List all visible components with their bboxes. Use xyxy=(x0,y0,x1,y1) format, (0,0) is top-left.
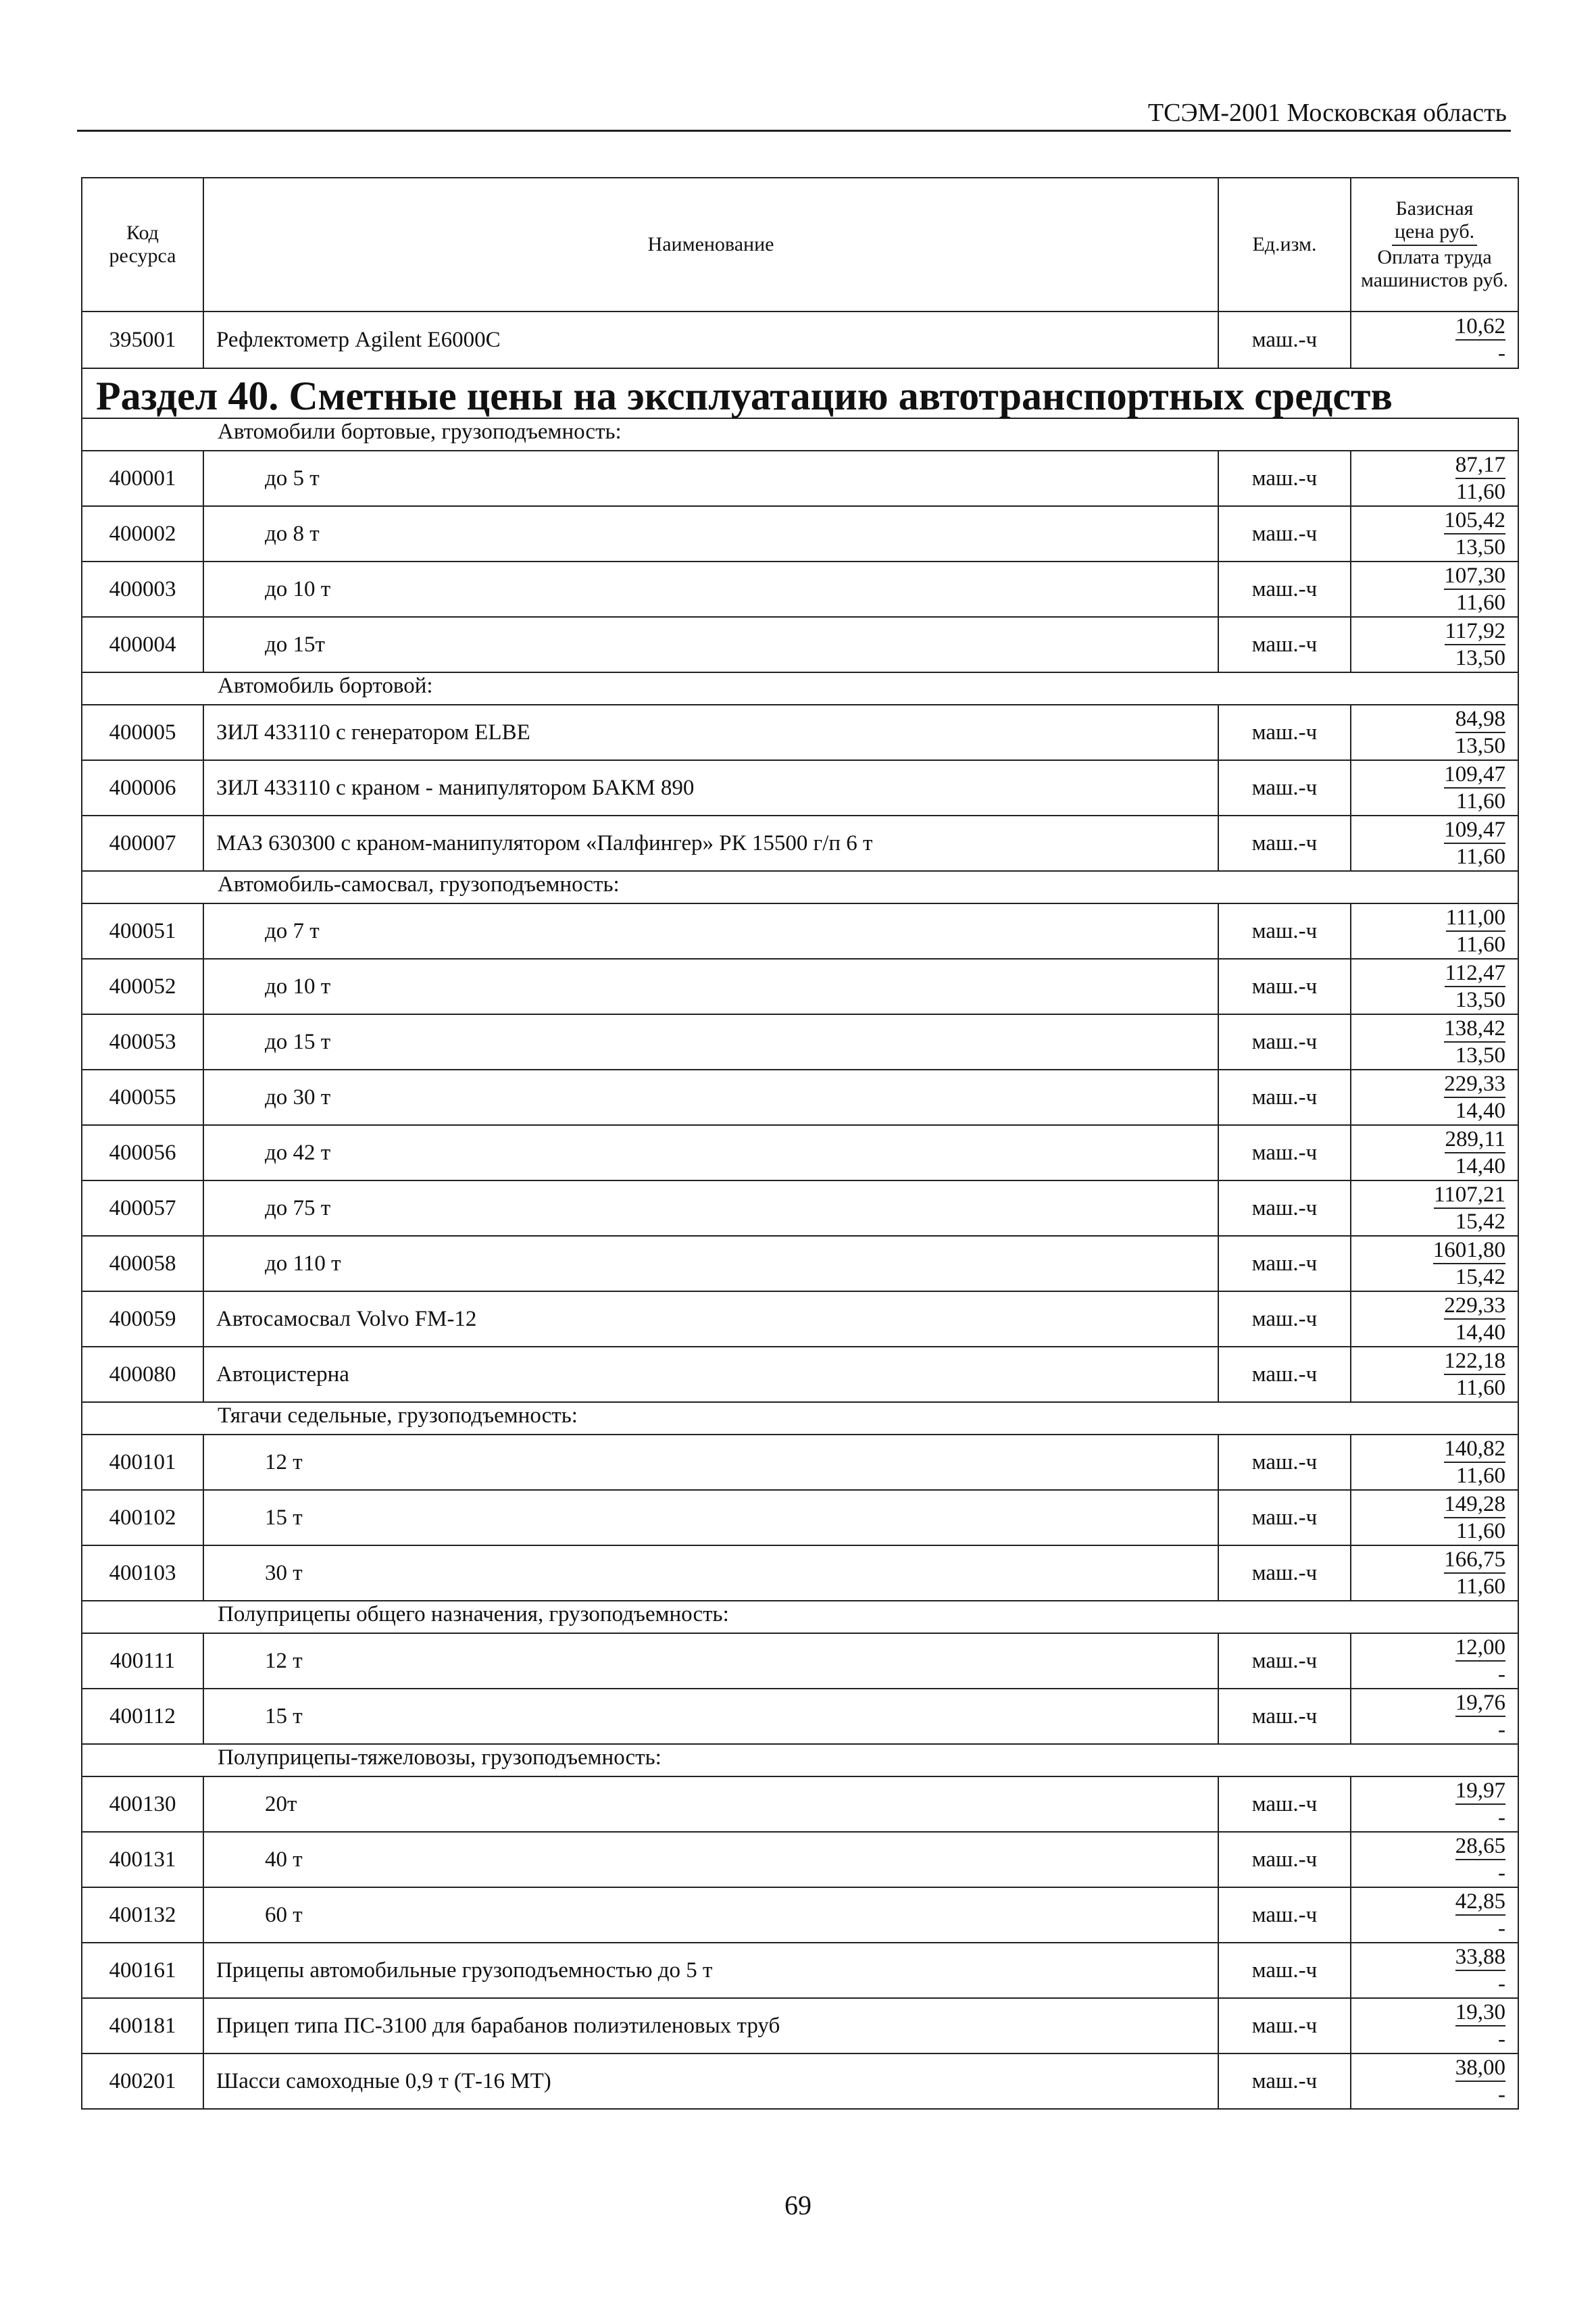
row-code: 400056 xyxy=(82,1125,203,1180)
price-fraction xyxy=(1444,1491,1505,1544)
row-unit: маш.-ч xyxy=(1218,1689,1351,1744)
row-name: ЗИЛ 433110 с генератором ELBE xyxy=(203,705,1218,760)
row-unit: маш.-ч xyxy=(1218,312,1351,368)
base-price: 1107,21 xyxy=(1434,1182,1505,1209)
col-code-header: Код ресурса xyxy=(82,178,203,312)
base-price: 10,62 xyxy=(1455,314,1505,341)
row-name: до 10 т xyxy=(203,959,1218,1014)
row-unit: маш.-ч xyxy=(1218,1887,1351,1943)
labor-price: 13,50 xyxy=(1455,646,1505,670)
price-fraction xyxy=(1455,452,1505,505)
labor-price: 15,42 xyxy=(1455,1210,1505,1234)
group-title: Полуприцепы общего назначения, грузоподъемность: xyxy=(82,1601,1518,1633)
labor-price: - xyxy=(1498,1861,1505,1885)
row-code: 400003 xyxy=(82,562,203,617)
row-code: 400130 xyxy=(82,1776,203,1832)
price-fraction xyxy=(1455,1635,1505,1687)
section-row xyxy=(82,368,1518,418)
base-price: 140,82 xyxy=(1444,1436,1505,1463)
labor-price: 11,60 xyxy=(1455,1376,1505,1400)
price-table xyxy=(81,177,1519,2110)
row-name: до 42 т xyxy=(203,1125,1218,1180)
row-price xyxy=(1351,2053,1518,2109)
row-code: 400055 xyxy=(82,1070,203,1125)
row-price xyxy=(1351,1180,1518,1236)
row-name: Прицепы автомобильные грузоподъемностью до 5 т xyxy=(203,1943,1218,1998)
row-name: 15 т xyxy=(203,1490,1218,1545)
price-fraction xyxy=(1455,1778,1505,1831)
row-price xyxy=(1351,1943,1518,1998)
row-code: 400006 xyxy=(82,760,203,816)
row-name: Шасси самоходные 0,9 т (Т-16 МТ) xyxy=(203,2053,1218,2109)
row-unit: маш.-ч xyxy=(1218,1943,1351,1998)
row-name: до 8 т xyxy=(203,506,1218,562)
labor-price: - xyxy=(1498,1972,1505,1996)
row-price xyxy=(1351,705,1518,760)
row-unit: маш.-ч xyxy=(1218,1291,1351,1347)
group-title: Полуприцепы-тяжеловозы, грузоподъемность: xyxy=(82,1744,1518,1776)
base-price: 107,30 xyxy=(1444,563,1505,590)
base-price: 109,47 xyxy=(1444,762,1505,789)
row-code: 400001 xyxy=(82,451,203,506)
col-unit-header: Ед.изм. xyxy=(1218,178,1351,312)
table-row xyxy=(82,705,1518,760)
base-price: 138,42 xyxy=(1444,1016,1505,1043)
row-code: 400058 xyxy=(82,1236,203,1291)
group-header-row xyxy=(82,1402,1518,1435)
row-price xyxy=(1351,959,1518,1014)
price-fraction xyxy=(1445,618,1505,671)
row-price xyxy=(1351,1776,1518,1832)
price-fraction xyxy=(1434,1182,1505,1235)
row-unit: маш.-ч xyxy=(1218,1070,1351,1125)
labor-price: 11,60 xyxy=(1455,1464,1505,1488)
labor-price: 11,60 xyxy=(1455,1574,1505,1599)
row-code: 400181 xyxy=(82,1998,203,2053)
row-name: 15 т xyxy=(203,1689,1218,1744)
row-code: 400201 xyxy=(82,2053,203,2109)
row-price xyxy=(1351,760,1518,816)
row-name: Автоцистерна xyxy=(203,1347,1218,1402)
labor-price: - xyxy=(1498,1916,1505,1941)
price-fraction xyxy=(1455,1999,1505,2052)
row-code: 400052 xyxy=(82,959,203,1014)
price-fraction xyxy=(1444,1348,1505,1401)
table-row xyxy=(82,506,1518,562)
row-code: 400132 xyxy=(82,1887,203,1943)
base-price: 229,33 xyxy=(1444,1293,1505,1320)
table-row xyxy=(82,1998,1518,2053)
row-code: 400131 xyxy=(82,1832,203,1887)
row-price xyxy=(1351,451,1518,506)
table-row xyxy=(82,816,1518,871)
running-header: ТСЭМ-2001 Московская область xyxy=(1147,99,1507,127)
row-unit: маш.-ч xyxy=(1218,1545,1351,1601)
price-fraction xyxy=(1455,1889,1505,1941)
group-title: Автомобиль-самосвал, грузоподъемность: xyxy=(82,871,1518,903)
group-header-row xyxy=(82,871,1518,903)
row-unit: маш.-ч xyxy=(1218,816,1351,871)
row-name: 12 т xyxy=(203,1633,1218,1689)
row-price xyxy=(1351,562,1518,617)
group-header-row xyxy=(82,1601,1518,1633)
table-row xyxy=(82,1545,1518,1601)
base-price: 84,98 xyxy=(1455,706,1505,733)
row-name: 40 т xyxy=(203,1832,1218,1887)
group-title: Тягачи седельные, грузоподъемность: xyxy=(82,1402,1518,1435)
row-code: 400007 xyxy=(82,816,203,871)
labor-price: - xyxy=(1498,1718,1505,1742)
table-row xyxy=(82,1125,1518,1180)
base-price: 289,11 xyxy=(1445,1126,1505,1153)
row-code: 400002 xyxy=(82,506,203,562)
table-row xyxy=(82,1633,1518,1689)
row-code: 400057 xyxy=(82,1180,203,1236)
base-price: 28,65 xyxy=(1455,1833,1505,1860)
table-row xyxy=(82,2053,1518,2109)
row-unit: маш.-ч xyxy=(1218,451,1351,506)
base-price: 112,47 xyxy=(1445,960,1505,987)
labor-price: 11,60 xyxy=(1455,1519,1505,1543)
table-row xyxy=(82,617,1518,672)
table-row xyxy=(82,903,1518,959)
row-code: 400101 xyxy=(82,1435,203,1490)
base-price: 122,18 xyxy=(1444,1348,1505,1375)
labor-price: 13,50 xyxy=(1455,1043,1505,1068)
labor-price: - xyxy=(1498,341,1505,366)
row-name: до 110 т xyxy=(203,1236,1218,1291)
table-row xyxy=(82,562,1518,617)
row-unit: маш.-ч xyxy=(1218,562,1351,617)
group-title: Автомобиль бортовой: xyxy=(82,672,1518,705)
base-price: 109,47 xyxy=(1444,817,1505,844)
price-fraction xyxy=(1433,1237,1505,1290)
row-code: 400051 xyxy=(82,903,203,959)
table-row xyxy=(82,1236,1518,1291)
row-price xyxy=(1351,506,1518,562)
price-header-top: Базисная цена руб. xyxy=(1392,197,1477,246)
base-price: 19,30 xyxy=(1455,1999,1505,2026)
table-row xyxy=(82,1070,1518,1125)
table-row xyxy=(82,1490,1518,1545)
row-price xyxy=(1351,1347,1518,1402)
row-code: 400004 xyxy=(82,617,203,672)
base-price: 149,28 xyxy=(1444,1491,1505,1518)
price-fraction xyxy=(1444,817,1505,870)
row-name: до 7 т xyxy=(203,903,1218,959)
group-header-row xyxy=(82,1744,1518,1776)
row-name: 12 т xyxy=(203,1435,1218,1490)
row-price xyxy=(1351,1291,1518,1347)
labor-price: - xyxy=(1498,2027,1505,2051)
labor-price: - xyxy=(1498,2083,1505,2107)
row-code: 400161 xyxy=(82,1943,203,1998)
price-fraction xyxy=(1445,1126,1505,1179)
price-fraction xyxy=(1444,507,1505,560)
row-unit: маш.-ч xyxy=(1218,760,1351,816)
price-header-bottom: Оплата труда машинистов руб. xyxy=(1360,246,1509,291)
price-fraction xyxy=(1455,706,1505,759)
price-fraction xyxy=(1444,1071,1505,1124)
table-header-row xyxy=(82,178,1518,312)
row-price xyxy=(1351,1490,1518,1545)
row-unit: маш.-ч xyxy=(1218,506,1351,562)
labor-price: - xyxy=(1498,1662,1505,1687)
group-header-row xyxy=(82,418,1518,451)
price-fraction xyxy=(1444,762,1505,814)
row-price xyxy=(1351,816,1518,871)
row-unit: маш.-ч xyxy=(1218,1776,1351,1832)
table-row xyxy=(82,1014,1518,1070)
row-price xyxy=(1351,1070,1518,1125)
row-name: МАЗ 630300 с краном-манипулятором «Палфингер» РК 15500 г/п 6 т xyxy=(203,816,1218,871)
row-price xyxy=(1351,1236,1518,1291)
labor-price: 15,42 xyxy=(1455,1265,1505,1289)
row-price xyxy=(1351,1633,1518,1689)
row-name: Автосамосвал Volvo FM-12 xyxy=(203,1291,1218,1347)
base-price: 12,00 xyxy=(1455,1635,1505,1662)
row-name: 60 т xyxy=(203,1887,1218,1943)
row-price xyxy=(1351,617,1518,672)
base-price: 166,75 xyxy=(1444,1547,1505,1574)
base-price: 19,76 xyxy=(1455,1690,1505,1717)
row-price xyxy=(1351,1435,1518,1490)
row-price xyxy=(1351,312,1518,368)
row-unit: маш.-ч xyxy=(1218,1633,1351,1689)
row-name: до 10 т xyxy=(203,562,1218,617)
row-name: ЗИЛ 433110 с краном - манипулятором БАКМ 890 xyxy=(203,760,1218,816)
row-code: 400112 xyxy=(82,1689,203,1744)
row-unit: маш.-ч xyxy=(1218,959,1351,1014)
row-code: 400080 xyxy=(82,1347,203,1402)
row-name: 30 т xyxy=(203,1545,1218,1601)
labor-price: 11,60 xyxy=(1455,932,1505,957)
base-price: 229,33 xyxy=(1444,1071,1505,1098)
row-code: 400053 xyxy=(82,1014,203,1070)
price-fraction xyxy=(1444,1436,1505,1489)
base-price: 111,00 xyxy=(1446,905,1505,932)
row-name: до 15т xyxy=(203,617,1218,672)
row-unit: маш.-ч xyxy=(1218,903,1351,959)
row-code: 400103 xyxy=(82,1545,203,1601)
base-price: 117,92 xyxy=(1445,618,1505,645)
labor-price: 14,40 xyxy=(1455,1154,1505,1178)
row-code: 400059 xyxy=(82,1291,203,1347)
labor-price: 11,60 xyxy=(1455,480,1505,504)
row-unit: маш.-ч xyxy=(1218,2053,1351,2109)
table-row xyxy=(82,1347,1518,1402)
table-row xyxy=(82,1180,1518,1236)
row-unit: маш.-ч xyxy=(1218,1236,1351,1291)
price-fraction xyxy=(1445,960,1505,1013)
group-title: Автомобили бортовые, грузоподъемность: xyxy=(82,418,1518,451)
price-fraction xyxy=(1444,1016,1505,1068)
row-unit: маш.-ч xyxy=(1218,1180,1351,1236)
base-price: 87,17 xyxy=(1455,452,1505,479)
row-name: 20т xyxy=(203,1776,1218,1832)
labor-price: - xyxy=(1498,1806,1505,1830)
base-price: 33,88 xyxy=(1455,1944,1505,1971)
table-row xyxy=(82,1689,1518,1744)
row-unit: маш.-ч xyxy=(1218,1347,1351,1402)
row-name: до 15 т xyxy=(203,1014,1218,1070)
labor-price: 13,50 xyxy=(1455,535,1505,559)
section-title: Раздел 40. Сметные цены на эксплуатацию автотранспортных средств xyxy=(82,368,1518,418)
header-rule xyxy=(77,130,1511,132)
row-unit: маш.-ч xyxy=(1218,1014,1351,1070)
price-fraction xyxy=(1446,905,1505,957)
table-row xyxy=(82,1832,1518,1887)
row-unit: маш.-ч xyxy=(1218,1435,1351,1490)
row-name: до 75 т xyxy=(203,1180,1218,1236)
row-price xyxy=(1351,1545,1518,1601)
row-unit: маш.-ч xyxy=(1218,705,1351,760)
row-name: Прицеп типа ПС-3100 для барабанов полиэтиленовых труб xyxy=(203,1998,1218,2053)
labor-price: 13,50 xyxy=(1455,734,1505,758)
row-unit: маш.-ч xyxy=(1218,1832,1351,1887)
row-price xyxy=(1351,1014,1518,1070)
col-name-header: Наименование xyxy=(203,178,1218,312)
base-price: 38,00 xyxy=(1455,2055,1505,2082)
price-fraction xyxy=(1444,1547,1505,1599)
row-unit: маш.-ч xyxy=(1218,1490,1351,1545)
table-row xyxy=(82,451,1518,506)
table-row xyxy=(82,1776,1518,1832)
price-fraction xyxy=(1455,1833,1505,1886)
row-price xyxy=(1351,1998,1518,2053)
row-price xyxy=(1351,1689,1518,1744)
col-price-header xyxy=(1351,178,1518,312)
base-price: 19,97 xyxy=(1455,1778,1505,1805)
labor-price: 14,40 xyxy=(1455,1320,1505,1345)
table-row xyxy=(82,1291,1518,1347)
table-row xyxy=(82,760,1518,816)
labor-price: 14,40 xyxy=(1455,1099,1505,1123)
labor-price: 11,60 xyxy=(1455,591,1505,615)
labor-price: 11,60 xyxy=(1455,789,1505,814)
row-code: 400111 xyxy=(82,1633,203,1689)
price-fraction xyxy=(1455,2055,1505,2108)
labor-price: 11,60 xyxy=(1455,845,1505,869)
table-row xyxy=(82,1887,1518,1943)
table-row xyxy=(82,1435,1518,1490)
base-price: 1601,80 xyxy=(1433,1237,1505,1264)
row-code: 400102 xyxy=(82,1490,203,1545)
base-price: 42,85 xyxy=(1455,1889,1505,1916)
row-name: Рефлектометр Agilent E6000C xyxy=(203,312,1218,368)
row-price xyxy=(1351,1125,1518,1180)
table-row xyxy=(82,312,1518,368)
price-fraction xyxy=(1444,1293,1505,1345)
row-unit: маш.-ч xyxy=(1218,617,1351,672)
row-unit: маш.-ч xyxy=(1218,1998,1351,2053)
row-name: до 5 т xyxy=(203,451,1218,506)
row-price xyxy=(1351,1887,1518,1943)
price-fraction xyxy=(1455,1690,1505,1743)
table-row xyxy=(82,1943,1518,1998)
row-code: 395001 xyxy=(82,312,203,368)
price-fraction xyxy=(1444,563,1505,616)
labor-price: 13,50 xyxy=(1455,988,1505,1012)
base-price: 105,42 xyxy=(1444,507,1505,534)
row-price xyxy=(1351,1832,1518,1887)
page-number: 69 xyxy=(784,2190,812,2220)
row-code: 400005 xyxy=(82,705,203,760)
row-unit: маш.-ч xyxy=(1218,1125,1351,1180)
group-header-row xyxy=(82,672,1518,705)
price-fraction xyxy=(1455,1944,1505,1997)
price-fraction xyxy=(1455,314,1505,366)
row-name: до 30 т xyxy=(203,1070,1218,1125)
table-row xyxy=(82,959,1518,1014)
row-price xyxy=(1351,903,1518,959)
